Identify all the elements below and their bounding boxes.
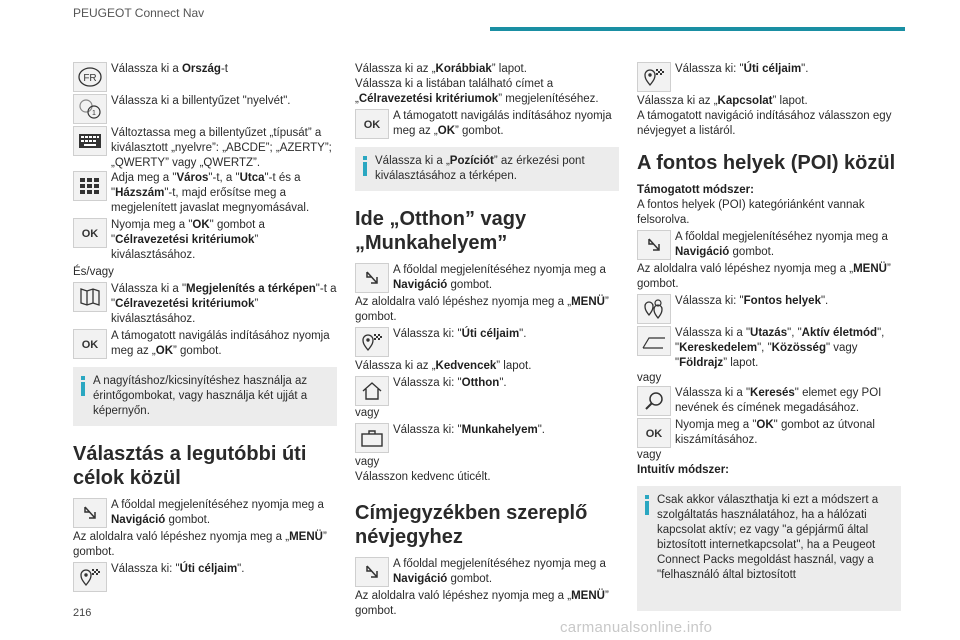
home-icon	[355, 376, 389, 406]
poi-icon	[637, 294, 671, 324]
text-bold: Úti céljaim	[743, 63, 802, 75]
text-bold: MENÜ	[289, 531, 323, 543]
text: ".	[519, 328, 527, 340]
text-bold: Munkahelyem	[461, 424, 538, 436]
text: ", "	[675, 327, 885, 354]
info-box	[73, 367, 337, 426]
text-bold: Navigáció	[111, 514, 166, 526]
text: ” megjelenítéséhez.	[498, 93, 599, 105]
text-bold: Megjelenítés a térképen	[186, 283, 316, 295]
text-bold: Célravezetési kritériumok	[358, 93, 499, 105]
instruction-row	[355, 423, 619, 453]
subheading: Intuitív módszer:	[637, 464, 730, 476]
text: Válassza ki: "	[393, 328, 462, 340]
text: ".	[801, 63, 809, 75]
text: ” gombot.	[73, 531, 327, 558]
text: " elemet egy POI nevének és címének megadásához.	[675, 387, 882, 414]
text: A főoldal megjelenítéséhez nyomja meg a	[393, 558, 606, 570]
instruction-row	[73, 218, 337, 263]
text: gombot.	[447, 573, 493, 585]
text-bold: Ország	[181, 63, 221, 75]
instruction-row	[73, 94, 337, 124]
svg-text:OK: OK	[81, 228, 99, 240]
text: Az aloldalra való lépéshez nyomja meg a „	[355, 590, 572, 602]
text: gombot.	[165, 514, 211, 526]
text: vagy	[637, 449, 662, 461]
navigation-icon	[73, 498, 107, 528]
navigation-icon	[637, 230, 671, 260]
text: ” lapot.	[723, 357, 759, 369]
text-bold: MENÜ	[853, 263, 887, 275]
text: A fontos helyek (POI) kategóriánként vannak felsorolva.	[637, 199, 865, 226]
section-heading: A fontos helyek (POI) közül	[637, 152, 896, 174]
text-bold: OK	[192, 219, 210, 231]
text: Válassza ki a	[111, 63, 182, 75]
instruction-row	[355, 376, 619, 406]
destination-pin-icon	[355, 327, 389, 357]
text: Válassza ki a billentyűzet "nyelvét".	[111, 95, 291, 107]
instruction-row	[637, 62, 901, 92]
text-bold: Közösség	[771, 342, 826, 354]
text: Válassza ki az „	[355, 63, 436, 75]
text: A támogatott navigálás indításához nyomja meg az „	[111, 330, 330, 357]
text: Válassza ki: "	[393, 424, 462, 436]
instruction-row	[637, 418, 901, 448]
ok-button-icon	[637, 418, 671, 448]
text: ", "	[757, 342, 772, 354]
instruction-row	[637, 326, 901, 371]
text-bold: Keresés	[750, 387, 795, 399]
info-icon	[81, 374, 85, 419]
text-bold: Kapcsolat	[717, 95, 773, 107]
text-bold: Otthon	[461, 377, 500, 389]
text: Válassza ki a "	[675, 327, 751, 339]
fr-country-icon	[73, 62, 107, 92]
text: vagy	[637, 372, 662, 384]
text: Nyomja meg a "	[111, 219, 193, 231]
text: Az aloldalra való lépéshez nyomja meg a „	[637, 263, 854, 275]
text-bold: Úti céljaim	[179, 563, 238, 575]
text: ".	[537, 424, 545, 436]
text-bold: Navigáció	[393, 573, 448, 585]
text: vagy	[355, 407, 380, 419]
tab-icon	[637, 326, 671, 356]
info-icon	[645, 493, 649, 611]
keyboard-language-icon	[73, 94, 107, 124]
svg-text:OK: OK	[363, 119, 381, 131]
text: ".	[820, 295, 829, 307]
column-2	[355, 62, 619, 621]
text: Változtassa meg a billentyűzet „típusát” a kiválasztott „nyelvre”: „ABCDE”; „AZERTY”; „QWERTY” vagy „QWERTZ”.	[111, 127, 332, 169]
text: Adja meg a "	[111, 172, 177, 184]
text: ", "	[787, 327, 802, 339]
text-bold: Utca	[239, 172, 265, 184]
svg-text:OK: OK	[81, 339, 99, 351]
info-box	[355, 147, 619, 191]
text: Az aloldalra való lépéshez nyomja meg a „	[73, 531, 290, 543]
text-bold: Korábbiak	[435, 63, 492, 75]
instruction-row	[73, 62, 337, 92]
text-bold: Célravezetési kritériumok	[115, 234, 255, 246]
text: A főoldal megjelenítéséhez nyomja meg a	[675, 231, 888, 243]
instruction-row	[637, 386, 901, 416]
text-bold: Házszám	[115, 187, 165, 199]
header-title: PEUGEOT Connect Nav	[73, 6, 205, 20]
text: ".	[237, 563, 245, 575]
text: gombot.	[729, 246, 775, 258]
text: Válasszon kedvenc úticélt.	[355, 471, 491, 483]
watermark: carmanualsonline.info	[560, 619, 713, 636]
text: A támogatott navigálás indításához nyomja meg az „	[393, 110, 612, 137]
text: -t	[220, 63, 228, 75]
text: Az aloldalra való lépéshez nyomja meg a „	[355, 296, 572, 308]
destination-pin-icon	[637, 62, 671, 92]
text: "-t a "	[111, 283, 337, 310]
section-heading: Választás a legutóbbi úti célok közül	[73, 443, 307, 489]
text: Válassza ki az „	[637, 95, 718, 107]
text: ” lapot.	[772, 95, 808, 107]
text-bold: Kedvencek	[435, 360, 497, 372]
text: Válassza ki a "	[111, 283, 187, 295]
text-bold: Utazás	[750, 327, 788, 339]
briefcase-icon	[355, 423, 389, 453]
text-bold: Úti céljaim	[461, 328, 520, 340]
navigation-icon	[355, 263, 389, 293]
text-bold: OK	[437, 125, 455, 137]
text-bold: MENÜ	[571, 296, 605, 308]
instruction-row	[355, 109, 619, 139]
text-bold: Város	[176, 172, 209, 184]
ok-button-icon	[73, 218, 107, 248]
text-bold: Navigáció	[675, 246, 730, 258]
ok-button-icon	[355, 109, 389, 139]
destination-pin-icon	[73, 562, 107, 592]
section-heading: Ide „Otthon” vagy „Munkahelyem”	[355, 208, 527, 254]
text: Válassza ki a listában található címet a „	[355, 78, 554, 105]
column-3	[637, 62, 901, 621]
text: ” lapot.	[491, 63, 527, 75]
text-bold: Navigáció	[393, 279, 448, 291]
text: Válassza ki: "	[675, 63, 744, 75]
instruction-row	[73, 171, 337, 216]
text: "-t, a "	[208, 172, 240, 184]
text: Válassza ki: "	[111, 563, 180, 575]
text: A támogatott navigáció indításához válasszon egy névjegyet a listáról.	[637, 110, 892, 137]
text: Válassza ki: "	[675, 295, 744, 307]
navigation-icon	[355, 557, 389, 587]
keyboard-icon	[73, 126, 107, 156]
text: ".	[499, 377, 507, 389]
svg-text:1: 1	[92, 110, 96, 117]
text: Válassza ki az „	[355, 360, 436, 372]
text-bold: MENÜ	[571, 590, 605, 602]
text: Nyomja meg a "	[675, 419, 757, 431]
instruction-row	[355, 327, 619, 357]
text-bold: Földrajz	[679, 357, 724, 369]
section-heading: Címjegyzékben szereplő névjegyhez	[355, 502, 588, 548]
svg-text:FR: FR	[83, 73, 97, 84]
text: És/vagy	[73, 266, 114, 278]
instruction-row	[73, 282, 337, 327]
text-bold: Aktív életmód	[801, 327, 878, 339]
column-1	[73, 62, 337, 594]
text: ” kiválasztásához.	[111, 234, 259, 261]
info-box	[637, 486, 901, 611]
info-text: Csak akkor választhatja ki ezt a módszert a szolgáltatás használatához, ha a hálózati kapcsolat aktív; ez vagy "a gépjármű által biztosított internetkapcsolat", ha a Peugeot Connect Packs megoldást használ, vagy a "felhasználó által biztosított	[657, 494, 879, 581]
text: " gombot a "	[111, 219, 265, 246]
text: " gombot az útvonal kiszámításához.	[675, 419, 875, 446]
header-accent-bar	[490, 27, 905, 31]
text-bold: Kereskedelem	[679, 342, 758, 354]
search-icon	[637, 386, 671, 416]
text: ” gombot.	[355, 590, 609, 617]
info-icon	[363, 154, 367, 184]
text: "-t, majd erősítse meg a megjelenített javaslat megnyomásával.	[111, 187, 310, 214]
instruction-row	[73, 329, 337, 359]
text-bold: OK	[155, 345, 173, 357]
instruction-row	[355, 263, 619, 293]
text: A főoldal megjelenítéséhez nyomja meg a	[393, 264, 606, 276]
instruction-row	[637, 230, 901, 260]
info-text: Válassza ki a „	[375, 155, 450, 167]
text: A főoldal megjelenítéséhez nyomja meg a	[111, 499, 324, 511]
text: ” kiválasztásához.	[111, 298, 259, 325]
map-icon	[73, 282, 107, 312]
instruction-row	[73, 126, 337, 171]
instruction-row	[73, 562, 337, 592]
text: ” gombot.	[637, 263, 891, 290]
text: ” gombot.	[173, 345, 222, 357]
text: "-t és a "	[111, 172, 301, 199]
text-bold: OK	[756, 419, 774, 431]
text-bold: Fontos helyek	[743, 295, 821, 307]
text: Válassza ki a "	[675, 387, 751, 399]
text: vagy	[355, 456, 380, 468]
text: ” lapot.	[496, 360, 532, 372]
text-bold: Célravezetési kritériumok	[115, 298, 255, 310]
ok-button-icon	[73, 329, 107, 359]
text: " vagy "	[675, 342, 858, 369]
svg-text:OK: OK	[645, 428, 663, 440]
instruction-row	[73, 498, 337, 528]
text: gombot.	[447, 279, 493, 291]
instruction-row	[637, 294, 901, 324]
text: ” gombot.	[355, 296, 609, 323]
page-number: 216	[73, 607, 92, 619]
text-bold: Pozíciót	[449, 155, 494, 167]
text: ” gombot.	[455, 125, 504, 137]
info-text: ” az érkezési pont kiválasztásához a térképen.	[375, 155, 585, 182]
subheading: Támogatott módszer:	[637, 184, 754, 196]
info-text: A nagyításhoz/kicsinyítéshez használja az érintőgombokat, vagy használja két ujját a képernyőn.	[93, 375, 308, 417]
keypad-icon	[73, 171, 107, 201]
text: Válassza ki: "	[393, 377, 462, 389]
instruction-row	[355, 557, 619, 587]
